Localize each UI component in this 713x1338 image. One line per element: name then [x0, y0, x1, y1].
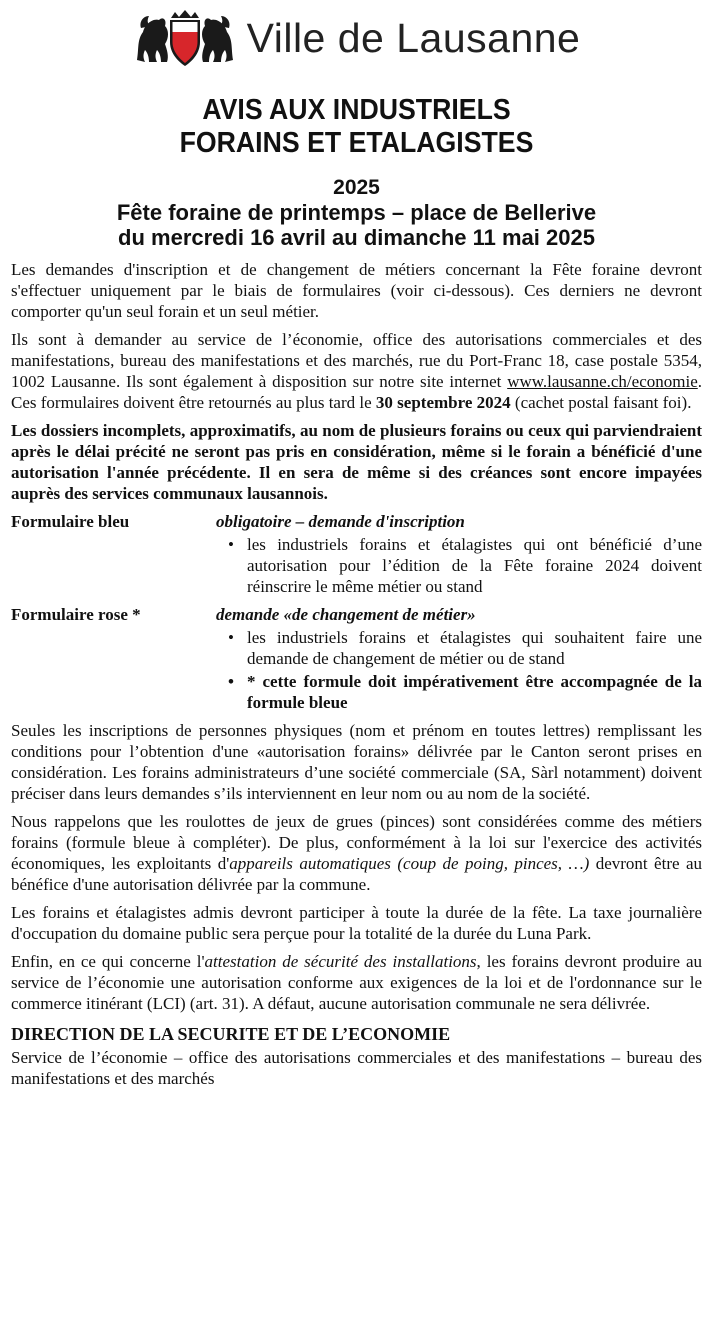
paragraph-where-to-request	[11, 329, 702, 413]
form-pink-label: Formulaire rose *	[11, 605, 141, 624]
p5-italic: appareils automatiques (coup de poing, pinces, …)	[229, 854, 590, 873]
form-blue-bullet: les industriels forains et étalagistes qui ont bénéficié d’une autorisation pour l’édition de la Fête foraine 2024 doivent réinscrire le même métier ou stand	[247, 535, 702, 596]
form-pink-body	[216, 604, 702, 713]
form-pink-bullet-2: * cette formule doit impérativement être accompagnée de la formule bleue	[247, 672, 702, 712]
title-line-1: AVIS AUX INDUSTRIELS	[202, 94, 511, 126]
list-item	[216, 671, 702, 713]
paragraph-safety-certificate	[11, 951, 702, 1014]
p7-italic: attestation de sécurité des installations	[204, 952, 477, 971]
title-line-2: FORAINS ET ETALAGISTES	[179, 127, 534, 159]
p5-text: Nous rappelons que les roulottes de jeux de grues (pinces) sont considérées comme des métiers forains (formule bleue à compléter). De plus, conformément à la loi sur l'exercice des activités économiques, les exploitants d'	[11, 812, 702, 873]
event-title: Fête foraine de printemps – place de Bellerive	[116, 200, 597, 225]
bullet-icon: •	[228, 672, 234, 691]
bullet-icon: •	[228, 628, 234, 647]
p2-text: Ils sont à demander au service de l’économie, office des autorisations commerciales et des manifestations, bureau des manifestations et des marchés, rue du Port-Franc 18, case postale 5354, 1002 Lausanne. Ils sont également à disposition sur notre site internet	[11, 330, 702, 391]
list-item	[216, 534, 702, 597]
title-year: 2025	[333, 176, 380, 199]
form-pink-title: demande «de changement de métier»	[216, 605, 476, 624]
paragraph-forms-intro: Les demandes d'inscription et de changement de métiers concernant la Fête foraine devront s'effectuer uniquement par le biais de formulaires (voir ci-dessous). Ces derniers ne devront comporter qu'un seul forain et un seul métier.	[11, 260, 702, 321]
header-logo	[11, 0, 702, 74]
form-blue-title: obligatoire – demande d'inscription	[216, 512, 465, 531]
p5-text-after: devront être au bénéfice d'une autorisation délivrée par la commune.	[11, 854, 703, 894]
paragraph-duration-tax: Les forains et étalagistes admis devront participer à toute la durée de la fête. La taxe journalière d'occupation du domaine public sera perçue pour la totalité de la durée du Luna Park.	[11, 903, 702, 943]
form-blue-label: Formulaire bleu	[11, 512, 130, 531]
paragraph-incomplete-warning: Les dossiers incomplets, approximatifs, au nom de plusieurs forains ou ceux qui parviendraient après le délai précité ne seront pas pris en considération, même si le forain a bénéficié d'une autorisation l'année précédente. Il en sera de même si des créances sont encore impayées auprès des services communaux lausannois.	[11, 421, 702, 503]
form-pink-bullet-1: les industriels forains et étalagistes qui souhaitent faire une demande de changement de métier ou de stand	[247, 628, 702, 668]
p2-text-after-link: . Ces formulaires doivent être retournés au plus tard le	[11, 372, 702, 412]
bullet-icon: •	[228, 535, 234, 554]
list-item	[216, 627, 702, 669]
form-blue-body	[216, 511, 702, 597]
paragraph-claw-machines	[11, 811, 702, 895]
paragraph-eligibility: Seules les inscriptions de personnes physiques (nom et prénom en toutes lettres) remplissant les conditions pour l’obtention d'une «autorisation forains» délivrée par le Canton seront prises en considération. Les forains administrateurs d’une société commerciale (SA, Sàrl notamment) doivent préciser dans leurs demandes s’ils interviennent en leur nom ou au nom de la société.	[11, 721, 702, 803]
event-dates: du mercredi 16 avril au dimanche 11 mai 2025	[118, 225, 595, 250]
p7-text-after: , les forains devront produire au service de l’économie une autorisation conforme aux exigences de la loi et de l'ordonnance sur le commerce itinérant (LCI) (art. 31). A défaut, aucune autorisation communale ne sera délivrée.	[11, 952, 702, 1013]
direction-heading: DIRECTION DE LA SECURITE ET DE L’ECONOMIE	[11, 1024, 451, 1044]
p2-text-end: (cachet postal faisant foi).	[510, 393, 692, 412]
economie-website-link[interactable]: www.lausanne.ch/economie	[507, 372, 698, 391]
p7-text: Enfin, en ce qui concerne l'	[11, 952, 205, 971]
form-blue-row	[11, 511, 702, 597]
deadline-date: 30 septembre 2024	[375, 393, 511, 412]
service-signature: Service de l’économie – office des autorisations commerciales et des manifestations – bureau des manifestations et des marchés	[11, 1048, 702, 1088]
form-pink-row	[11, 604, 702, 713]
lausanne-coat-of-arms-icon	[133, 8, 237, 68]
brand-name: Ville de Lausanne	[246, 14, 581, 61]
